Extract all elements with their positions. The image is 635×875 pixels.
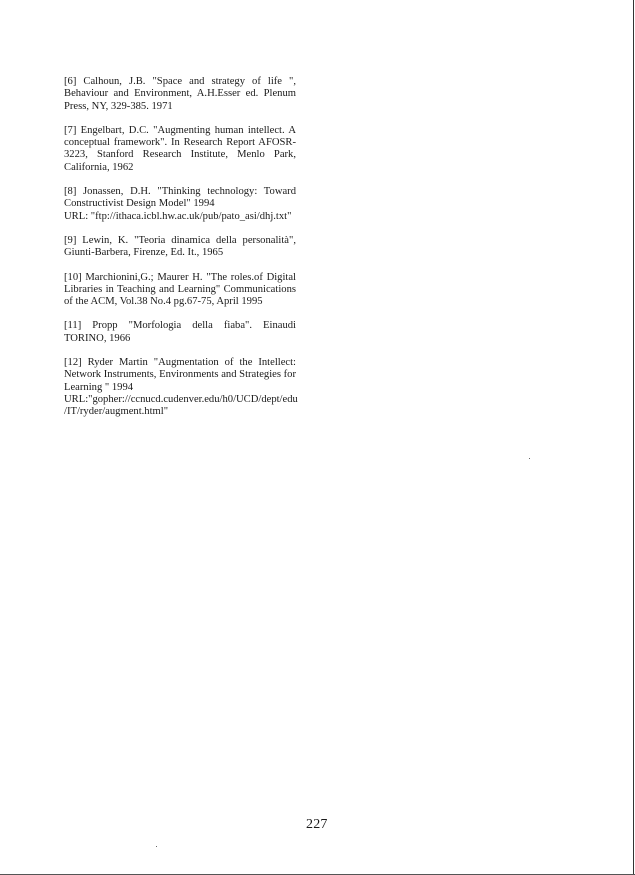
reference-line: Network Instruments, Environments and Strategies for [64, 369, 296, 381]
reference-9 [64, 235, 296, 260]
scan-speck [529, 458, 530, 459]
reference-12 [64, 357, 296, 418]
reference-line: [8] Jonassen, D.H. "Thinking technology: Toward [64, 186, 296, 198]
reference-11 [64, 320, 296, 345]
reference-line: 3223, Stanford Research Institute, Menlo Park, [64, 149, 296, 161]
reference-line: TORINO, 1966 [64, 332, 131, 344]
reference-url: URL: "ftp://ithaca.icbl.hw.ac.uk/pub/pato_asi/dhj.txt" [64, 210, 292, 222]
reference-url: /IT/ryder/augment.html" [64, 406, 169, 418]
reference-line: [9] Lewin, K. "Teoria dinamica della personalità", [64, 234, 296, 246]
reference-line: of the ACM, Vol.38 No.4 pg.67-75, April 1995 [64, 296, 263, 308]
reference-7 [64, 125, 296, 174]
reference-line: Constructivist Design Model" 1994 [64, 198, 215, 210]
reference-line: California, 1962 [64, 161, 134, 173]
reference-line: Libraries in Teaching and Learning" Communications [64, 283, 296, 295]
reference-10 [64, 272, 296, 309]
reference-line: Giunti-Barbera, Firenze, Ed. It., 1965 [64, 247, 224, 259]
reference-line: [7] Engelbart, D.C. "Augmenting human intellect. A [64, 124, 296, 136]
reference-8 [64, 186, 296, 223]
reference-6 [64, 76, 296, 113]
reference-line: Learning " 1994 [64, 381, 134, 393]
reference-line: [12] Ryder Martin "Augmentation of the Intellect: [64, 357, 296, 369]
reference-line: [11] Propp "Morfologia della fiaba". Einaudi [64, 320, 296, 332]
reference-line: Press, NY, 329-385. 1971 [64, 100, 173, 112]
page-number: 227 [306, 817, 328, 832]
page-right-border [633, 0, 634, 875]
reference-list [64, 76, 296, 431]
reference-line: [6] Calhoun, J.B. "Space and strategy of life ", [64, 76, 296, 87]
scan-speck [156, 846, 157, 847]
reference-line: conceptual framework". In Research Report AFOSR- [64, 137, 296, 149]
reference-line: [10] Marchionini,G.; Maurer H. "The roles.of Digital [64, 271, 296, 283]
reference-line: Behaviour and Environment, A.H.Esser ed. Plenum [64, 88, 296, 100]
reference-url: URL:"gopher://ccnucd.cudenver.edu/h0/UCD/dept/edu [64, 393, 298, 405]
